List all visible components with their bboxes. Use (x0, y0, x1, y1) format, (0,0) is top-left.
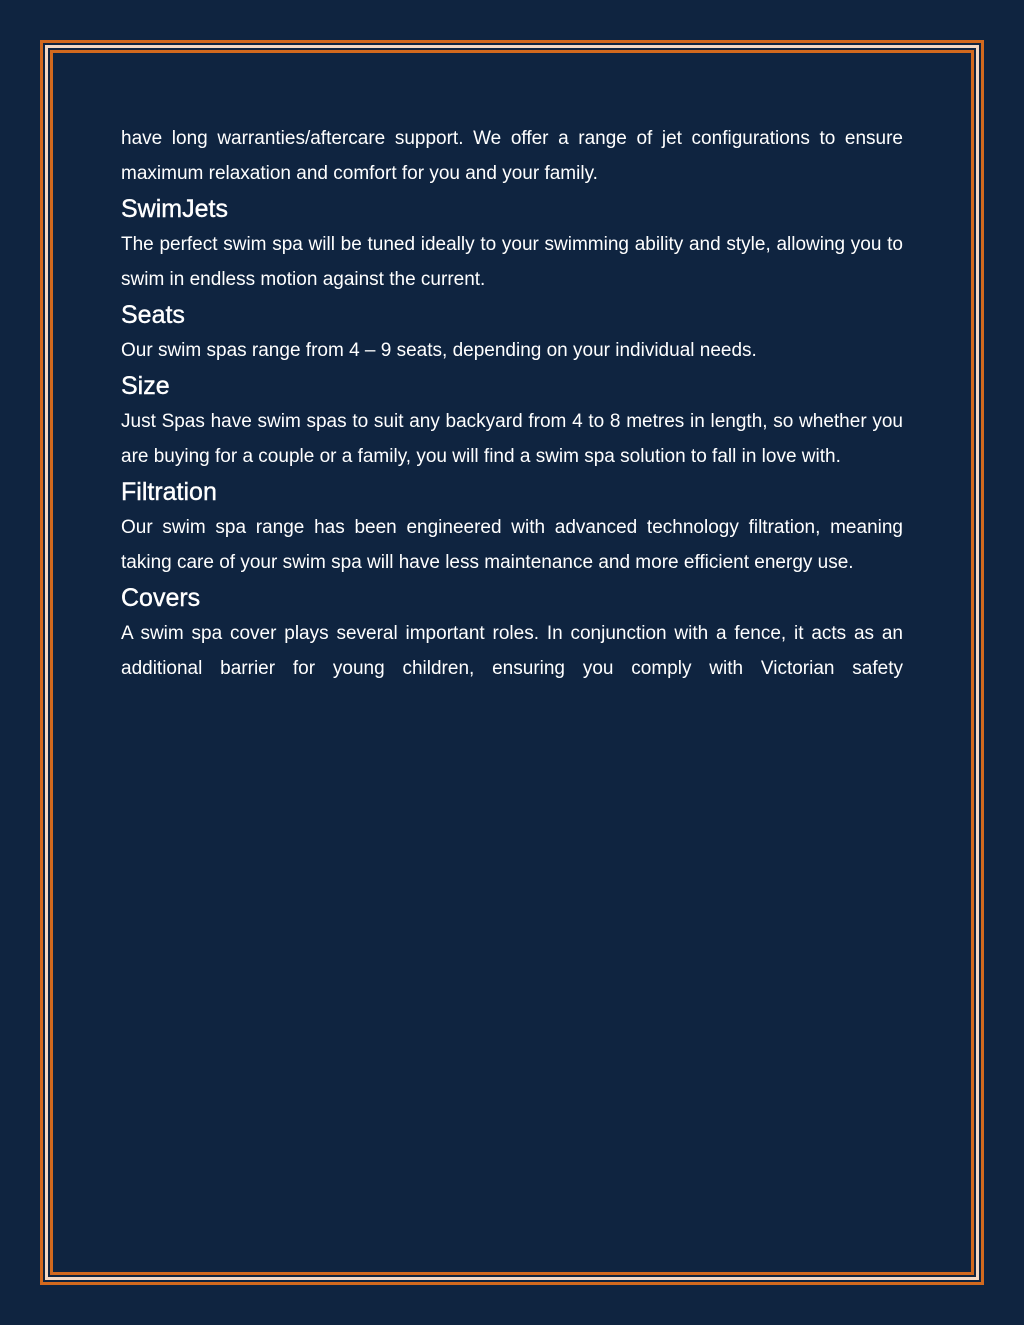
heading-size: Size (121, 372, 170, 400)
heading-seats: Seats (121, 301, 185, 329)
swimjets-paragraph: The perfect swim spa will be tuned ideally to your swimming ability and style, allowing you to swim in endless motion against the current. (121, 234, 903, 290)
heading-covers: Covers (121, 584, 201, 612)
size-paragraph: Just Spas have swim spas to suit any backyard from 4 to 8 metres in length, so whether you are buying for a couple or a family, you will find a swim spa solution to fall in love with. (121, 411, 903, 467)
heading-filtration: Filtration (121, 478, 217, 506)
page-content (121, 121, 903, 686)
heading-swimjets: SwimJets (121, 195, 228, 223)
covers-paragraph: A swim spa cover plays several important roles. In conjunction with a fence, it acts as an additional barrier for young children, ensuring you comply with Victorian safety (121, 623, 903, 679)
filtration-paragraph: Our swim spa range has been engineered with advanced technology filtration, meaning taking care of your swim spa will have less maintenance and more efficient energy use. (121, 517, 903, 573)
intro-paragraph: have long warranties/aftercare support. We offer a range of jet configurations to ensure maximum relaxation and comfort for you and your family. (121, 128, 903, 184)
seats-paragraph: Our swim spas range from 4 – 9 seats, depending on your individual needs. (121, 340, 757, 361)
